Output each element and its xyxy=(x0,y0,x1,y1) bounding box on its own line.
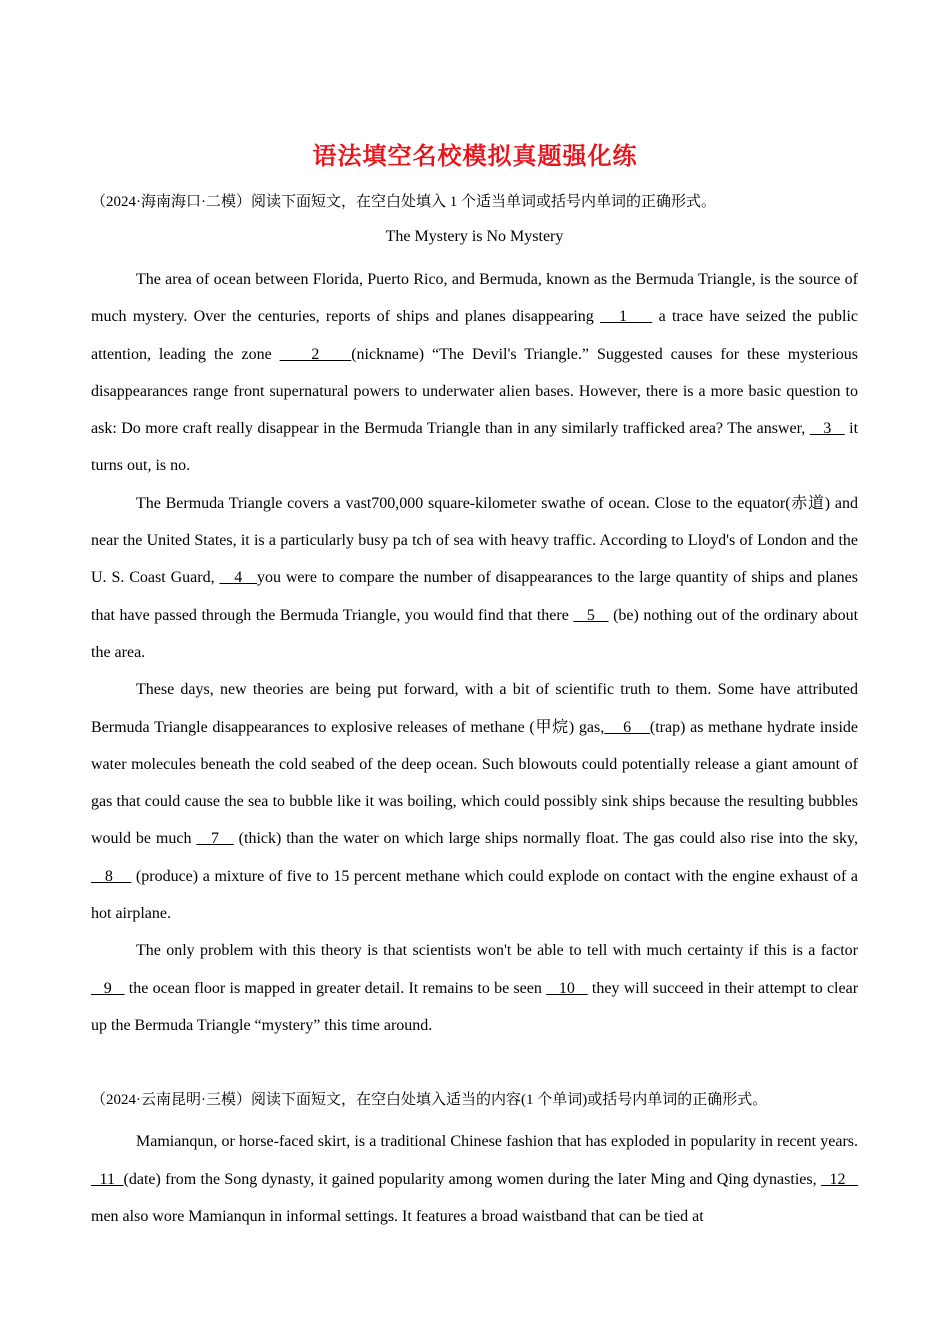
text-segment: you were to compare the number of disappearances to the large quantity of ships and planes that have passed through the Bermuda Triangle, you would find that there xyxy=(91,569,859,624)
page-title: 语法填空名校模拟真题强化练 xyxy=(312,141,638,170)
passage1-paragraph-2 xyxy=(91,485,858,671)
text-segment: a trace have seized the public attention, leading the zone xyxy=(91,308,859,363)
passage2-source-line: （2024·云南昆明·三模）阅读下面短文，在空白处填入适当的内容(1 个单词)或括号内单词的正确形式。 xyxy=(91,1092,768,1109)
text-segment: (thick) than the water on which large ships normally float. The gas could also rise into the sky, xyxy=(233,830,858,848)
text-segment: Mamianqun, or horse-faced skirt, is a traditional Chinese fashion that has exploded in popularity in recent years. xyxy=(136,1133,858,1151)
text-segment: The Bermuda Triangle covers a vast700,000 square-kilometer swathe of ocean. Close to the equator(赤道) and near the United States, it is a particularly busy pa tch of sea with heavy traffic. According to Lloyd's of London and the U. S. Coast Guard, xyxy=(91,494,858,587)
blank-5[interactable]: 5 xyxy=(573,606,609,624)
blank-12[interactable]: 12 xyxy=(820,1170,859,1188)
text-segment: (produce) a mixture of five to 15 percent methane which could explode on contact with the engine exhaust of a hot airplane. xyxy=(91,867,859,923)
blank-11[interactable]: 11 xyxy=(91,1170,124,1188)
text-segment: the ocean floor is mapped in greater detail. It remains to be seen xyxy=(124,979,547,997)
passage1-paragraph-3 xyxy=(91,671,858,932)
blank-3[interactable]: 3 xyxy=(809,420,845,438)
blank-6[interactable]: 6 xyxy=(604,718,650,736)
text-segment: (be) nothing out of the ordinary about the area. xyxy=(91,606,859,661)
blank-10[interactable]: 10 xyxy=(546,979,588,997)
blank-2[interactable]: 2 xyxy=(279,345,352,363)
text-segment: they will succeed in their attempt to clear up the Bermuda Triangle “mystery” this time around. xyxy=(91,979,859,1034)
blank-9[interactable]: 9 xyxy=(91,979,125,997)
document-body xyxy=(91,190,858,1235)
passage2-paragraph-1 xyxy=(91,1123,858,1235)
text-segment: men also wore Mamianqun in informal settings. It features a broad waistband that can be tied at xyxy=(91,1207,704,1225)
blank-8[interactable]: 8 xyxy=(91,867,132,885)
passage1-paragraph-4 xyxy=(91,932,858,1044)
text-segment: The only problem with this theory is that scientists won't be able to tell with much certainty if this is a factor xyxy=(136,942,858,960)
blank-1[interactable]: 1 xyxy=(600,308,653,326)
passage1-paragraph-1 xyxy=(91,261,858,485)
passage1-source-line: （2024·海南海口·二模）阅读下面短文，在空白处填入 1 个适当单词或括号内单词的正确形式。 xyxy=(91,194,716,210)
text-segment: (date) from the Song dynasty, it gained popularity among women during the later Ming and Qing dynasties, xyxy=(123,1170,821,1188)
blank-4[interactable]: 4 xyxy=(219,569,257,587)
blank-7[interactable]: 7 xyxy=(196,830,234,848)
text-segment: The area of ocean between Florida, Puerto Rico, and Bermuda, known as the Bermuda Triangle, is the source of much mystery. Over the centuries, reports of ships and planes disappearing xyxy=(91,271,858,326)
text-segment: (trap) as methane hydrate inside water molecules beneath the cold seabed of the deep ocean. Such blowouts could potentially release a giant amount of gas that could cause the sea to bubble like it was boiling, which could possibly sink ships because the resulting bubbles would be much xyxy=(91,718,858,848)
text-segment: it turns out, is no. xyxy=(91,420,859,475)
passage1-heading: The Mystery is No Mystery xyxy=(385,228,564,245)
text-segment: These days, new theories are being put forward, with a bit of scientific truth to them. Some have attributed Bermuda Triangle disappearances to explosive releases of methane (甲烷) gas, xyxy=(91,681,858,736)
text-segment: (nickname) “The Devil's Triangle.” Suggested causes for these mysterious disappearances range front supernatural powers to underwater alien bases. However, there is a more basic question to ask: Do more craft really disappear in the Bermuda Triangle than in any similarly trafficked area? The answer, xyxy=(91,345,859,438)
